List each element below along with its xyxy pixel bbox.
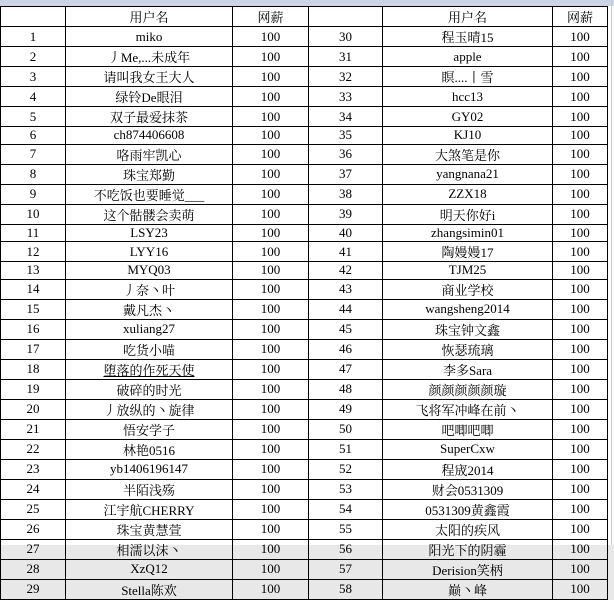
- username-cell[interactable]: 堕落的作死天使: [66, 359, 233, 379]
- row-number-cell[interactable]: 27: [1, 539, 66, 559]
- pay-cell[interactable]: 100: [233, 399, 309, 419]
- username-cell[interactable]: 悟安学子: [66, 419, 233, 439]
- row-number-cell[interactable]: 2: [1, 47, 66, 67]
- row-number-cell[interactable]: 52: [309, 459, 383, 479]
- table-row: [1, 242, 608, 262]
- pay-cell[interactable]: 100: [553, 47, 608, 67]
- table-row: [1, 559, 608, 579]
- table-row: [1, 339, 608, 359]
- username-cell[interactable]: 丿奈丶叶: [66, 279, 233, 299]
- pay-cell[interactable]: 100: [233, 499, 309, 519]
- pay-cell[interactable]: 100: [553, 224, 608, 242]
- pay-cell[interactable]: 100: [553, 479, 608, 499]
- username-cell[interactable]: 财会0531309: [383, 479, 553, 499]
- table-row: [1, 299, 608, 319]
- pay-cell[interactable]: 100: [553, 399, 608, 419]
- row-number-cell[interactable]: 48: [309, 379, 383, 399]
- username-cell[interactable]: 飞将军冲峰在前丶: [383, 399, 553, 419]
- pay-cell[interactable]: 100: [233, 107, 309, 127]
- username-cell[interactable]: LYY16: [66, 242, 233, 262]
- username-cell[interactable]: 吃货小喵: [66, 339, 233, 359]
- username-cell[interactable]: 相濡以沫丶: [66, 539, 233, 559]
- row-number-cell[interactable]: 41: [309, 242, 383, 262]
- row-number-cell[interactable]: 18: [1, 359, 66, 379]
- row-number-cell[interactable]: 37: [309, 164, 383, 184]
- username-cell[interactable]: KJ10: [383, 127, 553, 145]
- username-cell[interactable]: zhangsimin01: [383, 224, 553, 242]
- row-number-cell[interactable]: 28: [1, 559, 66, 579]
- username-cell[interactable]: 丿Me,...未成年: [66, 47, 233, 67]
- row-number-cell[interactable]: 46: [309, 339, 383, 359]
- table-row: [1, 27, 608, 47]
- row-number-cell[interactable]: 40: [309, 224, 383, 242]
- row-number-cell[interactable]: 6: [1, 127, 66, 145]
- row-number-cell[interactable]: 12: [1, 242, 66, 262]
- row-number-cell[interactable]: 26: [1, 519, 66, 539]
- username-cell[interactable]: ZZX18: [383, 184, 553, 204]
- row-number-cell[interactable]: 39: [309, 204, 383, 224]
- table-row: [1, 204, 608, 224]
- username-cell[interactable]: 阳光下的阴霾: [383, 539, 553, 559]
- row-number-cell[interactable]: 57: [309, 559, 383, 579]
- username-cell[interactable]: 恢瑟琉璃: [383, 339, 553, 359]
- pay-cell[interactable]: 100: [233, 27, 309, 47]
- pay-cell[interactable]: 100: [233, 319, 309, 339]
- table-row: [1, 359, 608, 379]
- pay-cell[interactable]: 100: [553, 459, 608, 479]
- table-row: [1, 439, 608, 459]
- index-header-cell-right[interactable]: [309, 7, 383, 27]
- pay-cell[interactable]: 100: [553, 87, 608, 107]
- row-number-cell[interactable]: 3: [1, 67, 66, 87]
- table-row: [1, 519, 608, 539]
- pay-cell[interactable]: 100: [553, 519, 608, 539]
- pay-cell[interactable]: 100: [553, 559, 608, 579]
- pay-cell[interactable]: 100: [553, 164, 608, 184]
- pay-cell[interactable]: 100: [553, 499, 608, 519]
- pay-cell[interactable]: 100: [553, 27, 608, 47]
- username-cell[interactable]: 咯雨牢凯心: [66, 144, 233, 164]
- pay-cell[interactable]: 100: [233, 479, 309, 499]
- pay-cell[interactable]: 100: [233, 87, 309, 107]
- table-row: [1, 127, 608, 145]
- row-number-cell[interactable]: 38: [309, 184, 383, 204]
- pay-cell[interactable]: 100: [233, 559, 309, 579]
- username-cell[interactable]: ch874406608: [66, 127, 233, 145]
- username-cell[interactable]: MYQ03: [66, 262, 233, 280]
- username-cell[interactable]: apple: [383, 47, 553, 67]
- row-number-cell[interactable]: 51: [309, 439, 383, 459]
- row-number-cell[interactable]: 34: [309, 107, 383, 127]
- header-row: [1, 7, 608, 27]
- pay-cell[interactable]: 100: [233, 184, 309, 204]
- username-cell[interactable]: xuliang27: [66, 319, 233, 339]
- table-row: [1, 164, 608, 184]
- pay-cell[interactable]: 100: [233, 539, 309, 559]
- pay-cell[interactable]: 100: [553, 67, 608, 87]
- table-row: [1, 144, 608, 164]
- row-number-cell[interactable]: 47: [309, 359, 383, 379]
- row-number-cell[interactable]: 16: [1, 319, 66, 339]
- username-cell[interactable]: 破碎的时光: [66, 379, 233, 399]
- pay-cell[interactable]: 100: [233, 127, 309, 145]
- username-cell[interactable]: 珠宝黄慧萱: [66, 519, 233, 539]
- username-cell[interactable]: XzQ12: [66, 559, 233, 579]
- pay-cell[interactable]: 100: [553, 242, 608, 262]
- username-cell[interactable]: 颜颜颜颜颜璇: [383, 379, 553, 399]
- pay-cell[interactable]: 100: [553, 107, 608, 127]
- table-row: [1, 479, 608, 499]
- table-row: [1, 87, 608, 107]
- row-number-cell[interactable]: 21: [1, 419, 66, 439]
- table-row: [1, 459, 608, 479]
- row-number-cell[interactable]: 19: [1, 379, 66, 399]
- row-number-cell[interactable]: 5: [1, 107, 66, 127]
- table-body: [1, 27, 608, 600]
- username-cell[interactable]: 半陌浅殇: [66, 479, 233, 499]
- pay-cell[interactable]: 100: [233, 224, 309, 242]
- pay-cell[interactable]: 100: [553, 379, 608, 399]
- username-cell[interactable]: hcc13: [383, 87, 553, 107]
- row-number-cell[interactable]: 17: [1, 339, 66, 359]
- pay-cell[interactable]: 100: [553, 419, 608, 439]
- row-number-cell[interactable]: 11: [1, 224, 66, 242]
- table-row: [1, 107, 608, 127]
- username-cell[interactable]: 明天你好i: [383, 204, 553, 224]
- row-number-cell[interactable]: 44: [309, 299, 383, 319]
- row-number-cell[interactable]: 54: [309, 499, 383, 519]
- username-cell[interactable]: wangsheng2014: [383, 299, 553, 319]
- row-number-cell[interactable]: 1: [1, 27, 66, 47]
- pay-cell[interactable]: 100: [233, 204, 309, 224]
- row-number-cell[interactable]: 33: [309, 87, 383, 107]
- row-number-cell[interactable]: 29: [1, 579, 66, 599]
- row-number-cell[interactable]: 30: [309, 27, 383, 47]
- pay-cell[interactable]: 100: [553, 319, 608, 339]
- username-cell[interactable]: 珠宝郑勤: [66, 164, 233, 184]
- row-number-cell[interactable]: 35: [309, 127, 383, 145]
- pay-cell[interactable]: 100: [553, 204, 608, 224]
- table-row: [1, 399, 608, 419]
- pay-cell[interactable]: 100: [233, 379, 309, 399]
- pay-cell[interactable]: 100: [233, 339, 309, 359]
- pay-cell[interactable]: 100: [553, 299, 608, 319]
- username-cell[interactable]: yb1406196147: [66, 459, 233, 479]
- row-number-cell[interactable]: 53: [309, 479, 383, 499]
- pay-cell[interactable]: 100: [233, 67, 309, 87]
- row-number-cell[interactable]: 32: [309, 67, 383, 87]
- pay-cell[interactable]: 100: [233, 144, 309, 164]
- username-cell[interactable]: 江宇航CHERRY: [66, 499, 233, 519]
- user-pay-table: [0, 6, 608, 600]
- username-cell[interactable]: 戴凡杰丶: [66, 299, 233, 319]
- row-number-cell[interactable]: 36: [309, 144, 383, 164]
- pay-cell[interactable]: 100: [553, 127, 608, 145]
- row-number-cell[interactable]: 14: [1, 279, 66, 299]
- pay-cell[interactable]: 100: [233, 47, 309, 67]
- pay-cell[interactable]: 100: [233, 459, 309, 479]
- username-cell[interactable]: miko: [66, 27, 233, 47]
- pay-cell[interactable]: 100: [553, 439, 608, 459]
- username-cell[interactable]: GY02: [383, 107, 553, 127]
- table-row: [1, 419, 608, 439]
- pay-cell[interactable]: 100: [233, 164, 309, 184]
- username-cell[interactable]: 绿铃De眼泪: [66, 87, 233, 107]
- username-cell[interactable]: 请叫我女王大人: [66, 67, 233, 87]
- table-row: [1, 319, 608, 339]
- username-cell[interactable]: 0531309黄鑫霞: [383, 499, 553, 519]
- username-cell[interactable]: 李多Sara: [383, 359, 553, 379]
- table-row: [1, 279, 608, 299]
- pay-cell[interactable]: 100: [553, 262, 608, 280]
- username-cell[interactable]: 太阳的疾风: [383, 519, 553, 539]
- pay-cell[interactable]: 100: [553, 279, 608, 299]
- row-number-cell[interactable]: 4: [1, 87, 66, 107]
- table-header: [1, 7, 608, 27]
- table-row: [1, 184, 608, 204]
- pay-cell[interactable]: 100: [553, 539, 608, 559]
- username-cell[interactable]: 珠宝钟文鑫: [383, 319, 553, 339]
- table-row: [1, 379, 608, 399]
- pay-header-cell-left[interactable]: 网薪: [233, 7, 309, 27]
- username-cell[interactable]: 吧唧吧唧: [383, 419, 553, 439]
- pay-cell[interactable]: 100: [233, 519, 309, 539]
- row-number-cell[interactable]: 9: [1, 184, 66, 204]
- username-cell[interactable]: 巅丶峰: [383, 579, 553, 599]
- table-row: [1, 224, 608, 242]
- row-number-cell[interactable]: 45: [309, 319, 383, 339]
- pay-header-cell-right[interactable]: 网薪: [553, 7, 608, 27]
- row-number-cell[interactable]: 25: [1, 499, 66, 519]
- username-cell[interactable]: 程玉晴15: [383, 27, 553, 47]
- row-number-cell[interactable]: 13: [1, 262, 66, 280]
- row-number-cell[interactable]: 50: [309, 419, 383, 439]
- pay-cell[interactable]: 100: [233, 299, 309, 319]
- table-row: [1, 539, 608, 559]
- username-cell[interactable]: TJM25: [383, 262, 553, 280]
- pay-cell[interactable]: 100: [233, 419, 309, 439]
- pay-cell[interactable]: 100: [553, 579, 608, 599]
- row-number-cell[interactable]: 20: [1, 399, 66, 419]
- pay-cell[interactable]: 100: [553, 359, 608, 379]
- username-cell[interactable]: SuperCxw: [383, 439, 553, 459]
- username-cell[interactable]: yangnana21: [383, 164, 553, 184]
- username-cell[interactable]: 丿放纵的丶旋律: [66, 399, 233, 419]
- pay-cell[interactable]: 100: [233, 579, 309, 599]
- row-number-cell[interactable]: 42: [309, 262, 383, 280]
- username-cell[interactable]: 程宬2014: [383, 459, 553, 479]
- table-row: [1, 499, 608, 519]
- pay-cell[interactable]: 100: [233, 359, 309, 379]
- username-cell[interactable]: 不吃饭也要睡觉___: [66, 184, 233, 204]
- username-header-cell-right[interactable]: 用户名: [383, 7, 553, 27]
- username-header-cell-left[interactable]: 用户名: [66, 7, 233, 27]
- index-header-cell-left[interactable]: [1, 7, 66, 27]
- username-cell[interactable]: 瞑....丨雪: [383, 67, 553, 87]
- pay-cell[interactable]: 100: [233, 279, 309, 299]
- pay-cell[interactable]: 100: [233, 439, 309, 459]
- username-cell[interactable]: 陶嫚嫚17: [383, 242, 553, 262]
- table-row: [1, 47, 608, 67]
- row-number-cell[interactable]: 24: [1, 479, 66, 499]
- username-cell[interactable]: LSY23: [66, 224, 233, 242]
- table-row: [1, 579, 608, 599]
- row-number-cell[interactable]: 8: [1, 164, 66, 184]
- row-number-cell[interactable]: 49: [309, 399, 383, 419]
- row-number-cell[interactable]: 31: [309, 47, 383, 67]
- row-number-cell[interactable]: 7: [1, 144, 66, 164]
- row-number-cell[interactable]: 23: [1, 459, 66, 479]
- username-cell[interactable]: 大煞笔是你: [383, 144, 553, 164]
- pay-cell[interactable]: 100: [553, 144, 608, 164]
- pay-cell[interactable]: 100: [553, 184, 608, 204]
- username-cell[interactable]: 商业学校: [383, 279, 553, 299]
- row-number-cell[interactable]: 22: [1, 439, 66, 459]
- row-number-cell[interactable]: 10: [1, 204, 66, 224]
- row-number-cell[interactable]: 55: [309, 519, 383, 539]
- username-cell[interactable]: Stella陈欢: [66, 579, 233, 599]
- username-cell[interactable]: Derision笑柄: [383, 559, 553, 579]
- row-number-cell[interactable]: 56: [309, 539, 383, 559]
- pay-cell[interactable]: 100: [553, 339, 608, 359]
- username-cell[interactable]: 这个骷髅会卖萌: [66, 204, 233, 224]
- pay-cell[interactable]: 100: [233, 262, 309, 280]
- table-row: [1, 67, 608, 87]
- row-number-cell[interactable]: 43: [309, 279, 383, 299]
- row-number-cell[interactable]: 58: [309, 579, 383, 599]
- username-cell[interactable]: 双子最爱抹茶: [66, 107, 233, 127]
- adjacent-column-gridline: [611, 0, 612, 545]
- row-number-cell[interactable]: 15: [1, 299, 66, 319]
- table-row: [1, 262, 608, 280]
- username-cell[interactable]: 林艳0516: [66, 439, 233, 459]
- pay-cell[interactable]: 100: [233, 242, 309, 262]
